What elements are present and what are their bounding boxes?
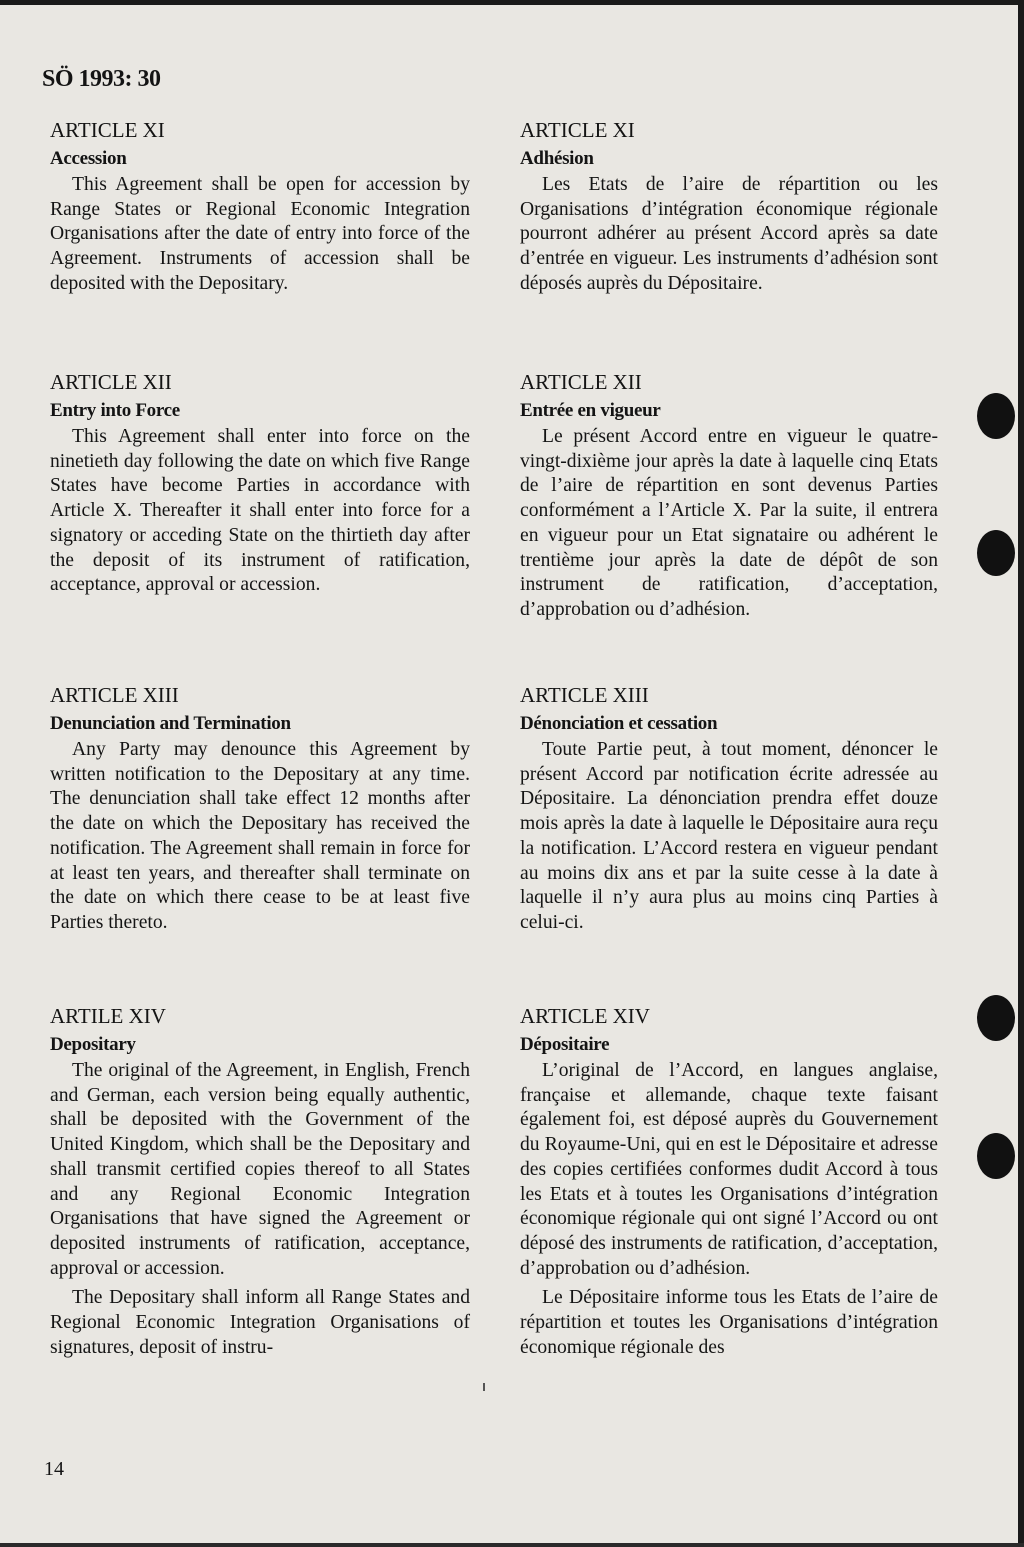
binding-hole-mark <box>977 995 1015 1041</box>
binding-hole-mark <box>977 1133 1015 1179</box>
article-subtitle: Depositary <box>50 1034 136 1055</box>
article-title: ARTICLE XIII <box>520 683 649 707</box>
article-xii-en <box>50 370 470 598</box>
article-title: ARTILE XIV <box>50 1004 166 1028</box>
article-subtitle: Denunciation and Termination <box>50 713 291 734</box>
article-paragraph: Le Dépositaire informe tous les Etats de l’aire de répartition et toutes les Organisations d’intégration économique régionale des <box>520 1287 938 1358</box>
article-xiii-en <box>50 683 470 936</box>
binding-hole-mark <box>977 530 1015 576</box>
article-paragraph: The original of the Agreement, in English, French and German, each version being equally authentic, shall be deposited with the Government of the United Kingdom, which shall be the Depositary and shall transmit certified copies thereof to all States and any Regional Economic Integration Organisations that have signed the Agreement or deposited instruments of ratification, acceptance, approval or accession. <box>50 1060 470 1279</box>
article-title: ARTICLE XIII <box>50 683 179 707</box>
article-subtitle: Accession <box>50 148 127 169</box>
scan-edge-bottom <box>0 1543 1024 1547</box>
article-subtitle: Dénonciation et cessation <box>520 713 718 734</box>
binding-hole-mark <box>977 393 1015 439</box>
article-title: ARTICLE XIV <box>520 1004 650 1028</box>
article-xi-fr <box>520 118 938 297</box>
article-subtitle: Entrée en vigueur <box>520 400 661 421</box>
article-xiv-en <box>50 1004 470 1360</box>
article-paragraph: This Agreement shall enter into force on the ninetieth day following the date on which five Range States have become Parties in accordance with Article X. Thereafter it shall enter into force for a signatory or acceding State on the thirtieth day after the deposit of its instrument of ratification, acceptance, approval or accession. <box>50 426 470 596</box>
article-paragraph: Toute Partie peut, à tout moment, dénoncer le présent Accord par notification écrite adressée au Dépositaire. La dénonciation prendra effet douze mois après la date à laquelle le Dépositaire aura reçu la notification. L’Accord restera en vigueur pendant au moins dix ans et par la suite cesse à la date à laquelle il n’y aura plus au moins cinq Parties à celui-ci. <box>520 739 938 933</box>
scan-edge-top <box>0 0 1024 5</box>
article-xi-en <box>50 118 470 297</box>
article-title: ARTICLE XI <box>520 118 635 142</box>
article-xii-fr <box>520 370 938 623</box>
article-subtitle: Adhésion <box>520 148 594 169</box>
article-paragraph: Any Party may denounce this Agreement by written notification to the Depositary at any time. The denunciation shall take effect 12 months after the date on which the Depositary has received the notification. The Agreement shall remain in force for at least ten years, and thereafter shall terminate on the date on which there cease to be at least five Parties thereto. <box>50 739 470 933</box>
article-paragraph: The Depositary shall inform all Range States and Regional Economic Integration Organisations of signatures, deposit of instru- <box>50 1287 470 1358</box>
scan-speck <box>483 1383 485 1391</box>
article-title: ARTICLE XI <box>50 118 165 142</box>
article-paragraph: Le présent Accord entre en vigueur le quatre-vingt-dixième jour après la date à laquelle cinq Etats de l’aire de répartition en sont devenus Parties conformément a l’Article X. Par la suite, il entrera en vigueur pour un Etat signataire ou adhérent le trentième jour après la date de dépôt de son instrument de ratification, d’acceptation, d’approbation ou d’adhésion. <box>520 426 938 620</box>
article-title: ARTICLE XII <box>50 370 172 394</box>
page-number: 14 <box>44 1458 64 1480</box>
article-title: ARTICLE XII <box>520 370 642 394</box>
scan-edge-right <box>1018 0 1024 1547</box>
document-reference: SÖ 1993: 30 <box>42 66 161 92</box>
article-subtitle: Dépositaire <box>520 1034 610 1055</box>
article-xiii-fr <box>520 683 938 936</box>
article-subtitle: Entry into Force <box>50 400 180 421</box>
article-paragraph: L’original de l’Accord, en langues anglaise, française et allemande, chaque texte faisant également foi, est déposé auprès du Gouvernement du Royaume-Uni, qui en est le Dépositaire et adresse des copies certifiées conformes dudit Accord à tous les Etats et à toutes les Organisations d’intégration économique régionale qui ont signé l’Accord ou ont déposé des instruments de ratification, d’acceptation, d’approbation ou d’adhésion. <box>520 1060 938 1279</box>
article-paragraph: Les Etats de l’aire de répartition ou les Organisations d’intégration économique régionale pourront adhérer au présent Accord après sa date d’entrée en vigueur. Les instruments d’adhésion sont déposés auprès du Dépositaire. <box>520 174 938 294</box>
article-paragraph: This Agreement shall be open for accession by Range States or Regional Economic Integration Organisations after the date of entry into force of the Agreement. Instruments of accession shall be deposited with the Depositary. <box>50 174 470 294</box>
article-xiv-fr <box>520 1004 938 1360</box>
